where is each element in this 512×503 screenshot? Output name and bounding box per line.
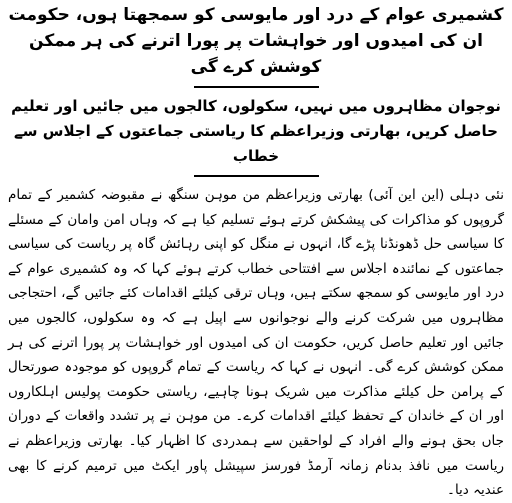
divider-rule [194, 86, 319, 88]
article-body: نئی دہلی (این این آئی) بھارتی وزیراعظم من موہن سنگھ نے مقبوضہ کشمیر کے تمام گروپوں کو مذاکرات کی پیشکش کرتے ہوئے تسلیم کیا ہے کہ وہاں امن وامان کے مسئلے کا سیاسی حل ڈھونڈنا پڑے گا، انہوں نے منگل کو اپنی رہائش گاہ پر ریاست کی سیاسی جماعتوں کے نمائندہ اجلاس سے افتتاحی خطاب کرتے ہوئے کہا کہ وہ کشمیری عوام کے درد اور مایوسی کو سمجھ سکتے ہیں، وہاں ترقی کیلئے اقدامات کئے جائیں گے، احتجاجی مظاہروں میں شرکت کرنے والے نوجوانوں سے اپیل ہے کہ وہ سکولوں، کالجوں میں جائیں اور تعلیم حاصل کریں، حکومت ان کی امیدوں اور خواہشات پر پورا اترنے کی ہر ممکن کوشش کرے گی۔ انہوں نے کہا کہ ریاست کے تمام گروپوں کو موجودہ صورتحال کے پرامن حل کیلئے مذاکرت میں شریک ہونا چاہیے، ریاستی حکومت پولیس اہلکاروں اور ان کے خاندان کے تحفظ کیلئے اقدامات کرے۔ من موہن نے پر تشدد واقعات کے دوران جاں بحق ہونے والے افراد کے لواحقین سے ہمدردی کا اظہار کیا۔ بھارتی وزیراعظم نے ریاست میں نافذ بدنام زمانہ آرمڈ فورسز سپیشل پاور ایکٹ میں ترمیم کرنے کا بھی عندیہ دیا۔ [8, 187, 504, 499]
article-subheadline: نوجوان مظاہروں میں نہیں، سکولوں، کالجوں میں جائیں اور تعلیم حاصل کریں، بھارتی وزیراعظم کا ریاستی جماعتوں کے اجلاس سے خطاب [11, 97, 501, 165]
article-headline: کشمیری عوام کے درد اور مایوسی کو سمجھتا ہوں، حکومت ان کی امیدوں اور خواہشات پر پورا اترنے کی ہر ممکن کوشش کرے گی [8, 5, 504, 77]
divider-rule [194, 175, 319, 177]
